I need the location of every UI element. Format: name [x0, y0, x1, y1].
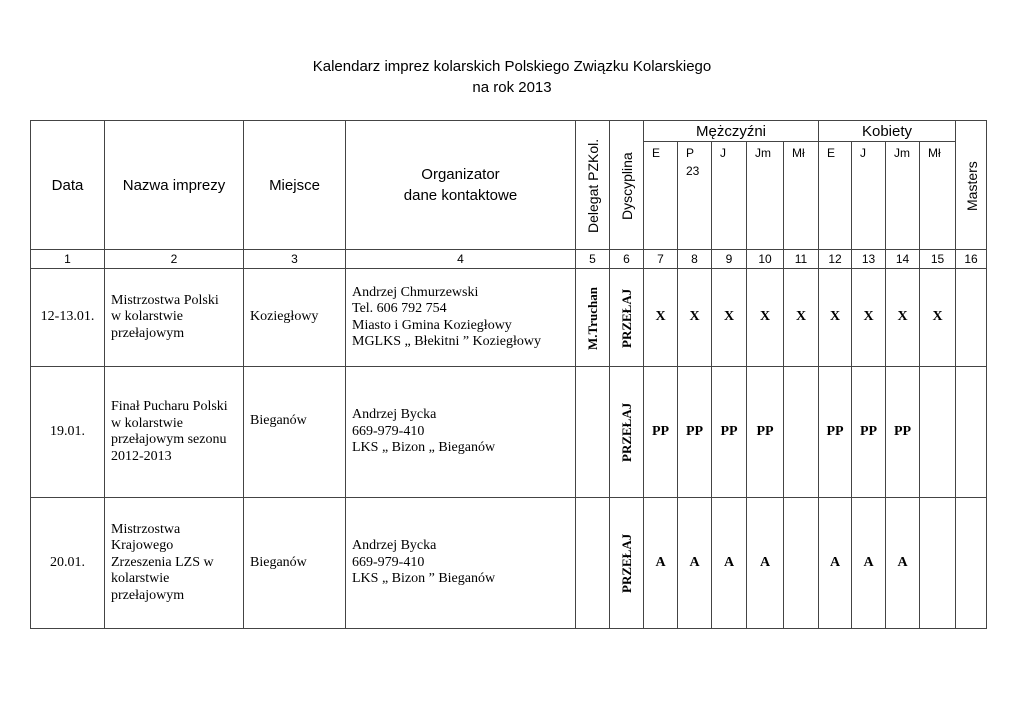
event-date-cell	[30, 268, 105, 367]
event-organizer-cell	[345, 366, 576, 498]
column-number-label: 3	[291, 252, 298, 266]
event-name-line: Krajowego	[111, 538, 174, 554]
header-mezczyzni-label: Mężczyźni	[695, 122, 766, 140]
header-men-5	[783, 141, 819, 250]
event-mark-cell	[885, 268, 920, 367]
event-mark-cell	[677, 366, 712, 498]
event-masters-cell	[955, 366, 987, 498]
event-mark-cell	[783, 497, 819, 629]
event-mark: A	[689, 554, 700, 570]
event-mark-cell	[677, 268, 712, 367]
column-number-2	[104, 249, 244, 269]
event-mark: X	[897, 309, 908, 324]
header-women-label: Mł	[928, 146, 941, 160]
header-women-3	[885, 141, 920, 250]
event-mark-cell	[851, 268, 886, 367]
header-women-label: J	[860, 146, 866, 160]
event-mark-cell	[643, 366, 678, 498]
header-miejsce	[243, 120, 346, 250]
column-number-label: 8	[691, 252, 698, 266]
event-name-cell	[104, 497, 244, 629]
event-name-line: przełajowym	[111, 587, 185, 603]
column-number-label: 13	[861, 252, 876, 266]
column-number-10	[746, 249, 784, 269]
event-masters-cell	[955, 268, 987, 367]
event-mark-cell	[643, 497, 678, 629]
column-number-15	[919, 249, 956, 269]
event-delegate: M.Truchan	[585, 286, 600, 350]
event-mark-cell	[919, 366, 956, 498]
event-place-cell	[243, 497, 346, 629]
header-men-label: P	[686, 146, 695, 160]
document-title: Kalendarz imprez kolarskich Polskiego Związku Kolarskiego	[312, 58, 712, 75]
event-discipline: PRZEŁAJ	[619, 402, 634, 462]
event-name-cell	[104, 366, 244, 498]
event-mark: A	[655, 554, 666, 570]
header-men-label: E	[652, 146, 661, 160]
header-men-p-sub: 23	[686, 164, 700, 178]
event-name-line: Finał Pucharu Polski	[111, 399, 228, 414]
event-place-cell	[243, 366, 346, 498]
event-mark: PP	[685, 423, 704, 439]
column-number-label: 6	[623, 252, 630, 266]
event-organizer-line: Andrzej Bycka	[352, 538, 437, 554]
event-masters-cell	[955, 497, 987, 629]
header-masters: Masters	[963, 160, 980, 211]
event-place: Bieganów	[250, 554, 307, 570]
event-mark-cell	[818, 366, 852, 498]
column-number-label: 15	[930, 252, 945, 266]
column-number-label: 10	[758, 252, 772, 266]
event-discipline-cell	[609, 497, 644, 629]
event-organizer-cell	[345, 497, 576, 629]
event-place: Bieganów	[250, 413, 307, 428]
column-number-5	[575, 249, 610, 269]
event-name-line: przełajowym sezonu	[111, 432, 227, 447]
column-number-label: 1	[64, 252, 71, 266]
event-name-cell	[104, 268, 244, 367]
header-women-4	[919, 141, 956, 250]
event-mark: X	[723, 309, 735, 324]
event-name-line: Mistrzostwa	[111, 521, 181, 537]
event-name-line: kolarstwie	[111, 571, 170, 587]
event-mark: X	[863, 309, 874, 324]
event-name-line: w kolarstwie	[111, 415, 183, 431]
header-men-4	[746, 141, 784, 250]
event-mark: X	[829, 309, 841, 324]
header-women-label: E	[827, 146, 836, 160]
event-mark-cell	[783, 366, 819, 498]
header-kobiety-label: Kobiety	[861, 122, 913, 140]
event-mark: X	[655, 309, 666, 324]
event-delegate-cell	[575, 268, 610, 367]
event-discipline: PRZEŁAJ	[619, 533, 634, 593]
event-name-line: Zrzeszenia LZS w	[111, 554, 214, 570]
header-organizator-line2: dane kontaktowe	[403, 187, 518, 204]
column-number-label: 14	[895, 252, 910, 266]
column-number-14	[885, 249, 920, 269]
event-organizer-line: 669-979-410	[352, 554, 425, 570]
event-name-line: przełajowym	[111, 325, 185, 341]
column-number-9	[711, 249, 747, 269]
event-discipline-cell	[609, 366, 644, 498]
event-place: Koziegłowy	[250, 309, 319, 325]
event-mark: PP	[893, 423, 912, 439]
event-place-cell	[243, 268, 346, 367]
event-mark: PP	[651, 423, 670, 439]
header-dyscyplina-cell	[609, 120, 644, 250]
event-name-line: 2012-2013	[111, 448, 172, 464]
column-number-label: 16	[964, 252, 978, 266]
event-mark: X	[795, 309, 807, 324]
column-number-label: 12	[828, 252, 842, 266]
event-organizer-line: LKS „ Bizon ” Bieganów	[352, 571, 496, 587]
event-mark: PP	[756, 423, 774, 439]
header-women-1	[818, 141, 852, 250]
event-mark: A	[723, 554, 735, 570]
event-delegate-cell	[575, 366, 610, 498]
header-nazwa	[104, 120, 244, 250]
event-mark: X	[759, 309, 771, 324]
header-men-label: Mł	[792, 146, 805, 160]
event-organizer-line: MGLKS „ Błekitni ” Koziegłowy	[352, 334, 541, 349]
header-dyscyplina: Dyscyplina	[619, 151, 635, 220]
event-mark-cell	[711, 268, 747, 367]
event-discipline-cell	[609, 268, 644, 367]
event-mark-cell	[885, 497, 920, 629]
column-number-label: 4	[457, 252, 464, 266]
column-number-4	[345, 249, 576, 269]
column-number-label: 2	[170, 252, 178, 266]
header-men-label: J	[720, 146, 726, 160]
event-mark: X	[689, 309, 700, 324]
event-mark: A	[897, 554, 908, 570]
header-men-2	[677, 141, 712, 250]
event-mark-cell	[851, 497, 886, 629]
event-organizer-line: Andrzej Bycka	[352, 407, 437, 423]
event-mark-cell	[746, 268, 784, 367]
event-discipline: PRZEŁAJ	[619, 288, 634, 348]
event-mark-cell	[711, 497, 747, 629]
header-men-1	[643, 141, 678, 250]
header-nazwa-label: Nazwa imprezy	[122, 176, 226, 194]
header-women-2	[851, 141, 886, 250]
column-number-label: 9	[725, 252, 733, 266]
event-name-line: w kolarstwie	[111, 309, 183, 325]
event-mark-cell	[746, 497, 784, 629]
event-mark: X	[932, 309, 943, 324]
column-number-label: 5	[589, 252, 596, 266]
event-mark-cell	[643, 268, 678, 367]
event-date-cell	[30, 366, 105, 498]
event-mark-cell	[919, 497, 956, 629]
header-masters-cell	[955, 120, 987, 250]
event-mark-cell	[885, 366, 920, 498]
header-miejsce-label: Miejsce	[269, 176, 320, 194]
event-organizer-line: 669-979-410	[352, 423, 425, 439]
event-name-line: Mistrzostwa Polski	[111, 292, 219, 308]
column-number-7	[643, 249, 678, 269]
column-number-label: 7	[657, 252, 664, 266]
event-organizer-cell	[345, 268, 576, 367]
header-data-label: Data	[51, 176, 84, 194]
column-number-13	[851, 249, 886, 269]
event-organizer-line: Andrzej Chmurzewski	[352, 284, 479, 300]
event-mark-cell	[851, 366, 886, 498]
event-mark: A	[863, 554, 874, 570]
event-mark-cell	[746, 366, 784, 498]
event-date: 12-13.01.	[40, 309, 95, 325]
event-mark-cell	[818, 268, 852, 367]
column-number-11	[783, 249, 819, 269]
column-number-6	[609, 249, 644, 269]
event-organizer-line: Tel. 606 792 754	[352, 301, 447, 316]
event-date-cell	[30, 497, 105, 629]
header-organizator	[345, 120, 576, 250]
column-number-16	[955, 249, 987, 269]
event-organizer-line: LKS „ Bizon „ Bieganów	[352, 440, 496, 456]
event-mark-cell	[919, 268, 956, 367]
header-delegat: Delegat PZKol.	[585, 138, 601, 233]
event-date: 19.01.	[50, 423, 85, 439]
event-date: 20.01.	[50, 554, 85, 570]
header-delegat-cell	[575, 120, 610, 250]
column-number-8	[677, 249, 712, 269]
event-delegate-cell	[575, 497, 610, 629]
column-number-label: 11	[794, 252, 808, 266]
column-number-1	[30, 249, 105, 269]
event-mark-cell	[783, 268, 819, 367]
header-data	[30, 120, 105, 250]
header-women-label: Jm	[894, 146, 910, 160]
header-men-3	[711, 141, 747, 250]
event-mark: PP	[826, 423, 844, 439]
event-mark-cell	[818, 497, 852, 629]
header-men-label: Jm	[755, 146, 771, 160]
header-organizator-line1: Organizator	[421, 166, 500, 183]
event-mark-cell	[711, 366, 747, 498]
event-mark: A	[829, 554, 841, 570]
column-number-12	[818, 249, 852, 269]
event-mark: A	[759, 554, 771, 570]
header-kobiety	[818, 120, 956, 142]
document-subtitle: na rok 2013	[472, 79, 552, 96]
event-mark: PP	[859, 423, 878, 439]
header-mezczyzni	[643, 120, 819, 142]
event-mark: PP	[720, 423, 738, 439]
event-mark-cell	[677, 497, 712, 629]
event-organizer-line: Miasto i Gmina Koziegłowy	[352, 317, 512, 333]
column-number-3	[243, 249, 346, 269]
